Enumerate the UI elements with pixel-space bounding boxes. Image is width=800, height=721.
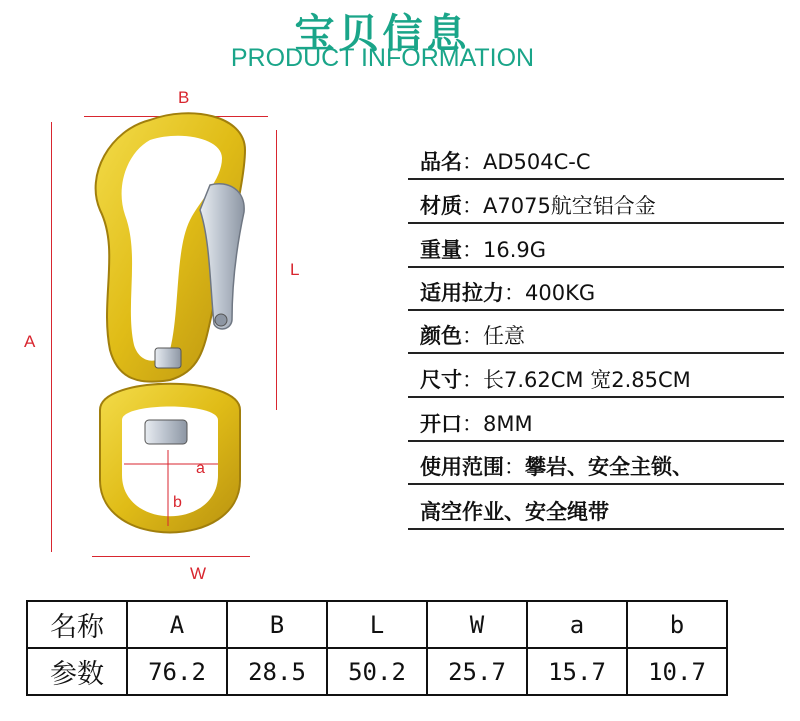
table-cell: 76.2 xyxy=(127,648,227,695)
dim-label-a: A xyxy=(24,332,36,351)
table-cell: 28.5 xyxy=(227,648,327,695)
spec-value: AD504C-C xyxy=(483,150,591,174)
table-cell: b xyxy=(627,601,727,648)
spec-key: 品名 xyxy=(420,150,462,174)
spec-value: 16.9G xyxy=(483,238,547,262)
spec-sep: ： xyxy=(462,412,483,436)
spec-row xyxy=(408,356,784,398)
table-cell: a xyxy=(527,601,627,648)
spec-key: 重量 xyxy=(420,238,462,262)
spec-value: A7075航空铝合金 xyxy=(483,194,656,218)
spec-value: 任意 xyxy=(483,324,525,348)
spec-key: 开口 xyxy=(420,412,462,436)
spec-row xyxy=(408,400,784,442)
spec-sep: ： xyxy=(462,368,483,392)
table-cell: A xyxy=(127,601,227,648)
dim-label-inner-b: b xyxy=(173,494,182,511)
spec-value: 高空作业、安全绳带 xyxy=(420,500,609,524)
product-figure xyxy=(0,80,400,600)
spec-row xyxy=(408,226,784,268)
spec-key: 使用范围 xyxy=(420,455,504,479)
dim-label-l: L xyxy=(290,260,300,279)
spec-row xyxy=(408,182,784,224)
spec-row-continuation xyxy=(408,488,784,530)
table-cell: 15.7 xyxy=(527,648,627,695)
spec-value: 攀岩、安全主锁、 xyxy=(525,455,693,479)
spec-sep: ： xyxy=(504,455,525,479)
table-cell: B xyxy=(227,601,327,648)
spec-row xyxy=(408,138,784,180)
page-title-en: PRODUCT INFORMATION xyxy=(230,44,535,72)
spec-key: 材质 xyxy=(420,194,462,218)
dim-label-w: W xyxy=(190,564,207,583)
spec-value: 400KG xyxy=(525,281,596,305)
table-cell: L xyxy=(327,601,427,648)
spec-row xyxy=(408,269,784,311)
dim-label-inner-a: a xyxy=(196,460,205,477)
table-cell: 25.7 xyxy=(427,648,527,695)
spec-key: 尺寸 xyxy=(420,368,462,392)
spec-value: 8MM xyxy=(483,412,533,436)
carabiner-image xyxy=(0,80,400,600)
parameter-table xyxy=(26,600,728,696)
table-cell: 参数 xyxy=(27,648,127,695)
table-cell: 名称 xyxy=(27,601,127,648)
table-cell: 10.7 xyxy=(627,648,727,695)
dim-label-b: B xyxy=(178,88,190,107)
spec-sep: ： xyxy=(462,324,483,348)
table-cell: W xyxy=(427,601,527,648)
spec-row xyxy=(408,312,784,354)
spec-sep: ： xyxy=(462,194,483,218)
spec-sep: ： xyxy=(462,238,483,262)
page-title-cn: 宝贝信息 xyxy=(294,11,471,57)
table-row xyxy=(27,648,727,695)
table-cell: 50.2 xyxy=(327,648,427,695)
spec-row xyxy=(408,443,784,485)
spec-key: 适用拉力 xyxy=(420,281,504,305)
table-row xyxy=(27,601,727,648)
spec-value: 长7.62CM 宽2.85CM xyxy=(483,368,691,392)
spec-key: 颜色 xyxy=(420,324,462,348)
spec-sep: ： xyxy=(504,281,525,305)
spec-sep: ： xyxy=(462,150,483,174)
